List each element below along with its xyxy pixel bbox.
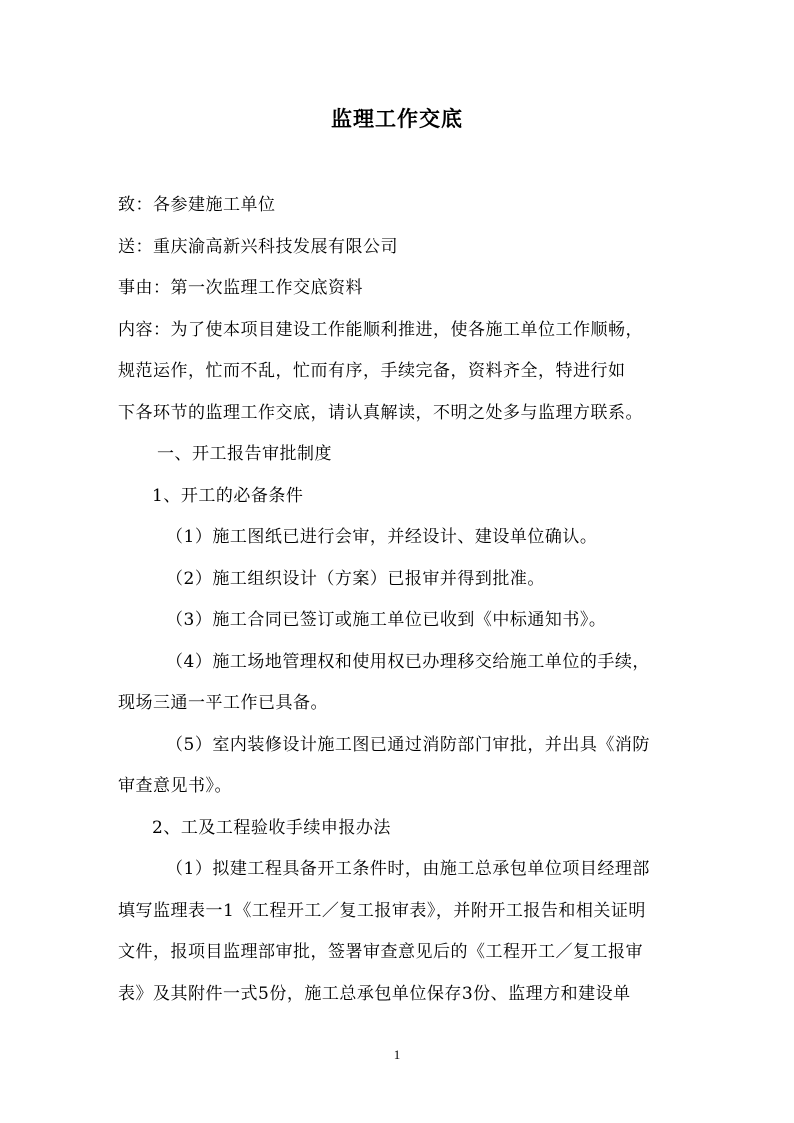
procedure-line: 文件，报项目监理部审批，签署审查意见后的《工程开工／复工报审 [118, 942, 643, 962]
condition-item: （4）施工场地管理权和使用权已办理移交给施工单位的手续， [166, 652, 650, 672]
cc-line: 送：重庆渝高新兴科技发展有限公司 [118, 237, 398, 257]
condition-item: （1）施工图纸已进行会审，并经设计、建设单位确认。 [166, 527, 598, 547]
content-line: 规范运作，忙而不乱，忙而有序，手续完备，资料齐全，特进行如 [118, 361, 626, 381]
procedure-line: 表》及其附件一式5份，施工总承包单位保存3份、监理方和建设单 [118, 984, 631, 1004]
condition-item: （5）室内装修设计施工图已通过消防部门审批，并出具《消防 [166, 735, 650, 755]
procedure-line: 填写监理表一1《工程开工／复工报审表》，并附开工报告和相关证明 [118, 901, 646, 921]
procedure-line: （1）拟建工程具备开工条件时，由施工总承包单位项目经理部 [166, 859, 650, 879]
condition-item: （2）施工组织设计（方案）已报审并得到批准。 [166, 569, 545, 589]
subject-line: 事由：第一次监理工作交底资料 [118, 278, 363, 298]
subsection-heading: 2、工及工程验收手续申报办法 [152, 818, 391, 838]
content-line: 内容：为了使本项目建设工作能顺利推进，使各施工单位工作顺畅， [118, 320, 643, 340]
condition-item-continued: 审查意见书》。 [118, 776, 232, 796]
content-line: 下各环节的监理工作交底，请认真解读，不明之处多与监理方联系。 [118, 403, 643, 423]
section-heading: 一、开工报告审批制度 [157, 444, 332, 464]
subsection-heading: 1、开工的必备条件 [152, 486, 304, 506]
document-title: 监理工作交底 [331, 106, 463, 131]
recipient-line: 致：各参建施工单位 [118, 195, 276, 215]
page-number: 1 [393, 1047, 401, 1062]
condition-item-continued: 现场三通一平工作已具备。 [118, 693, 328, 713]
condition-item: （3）施工合同已签订或施工单位已收到《中标通知书》。 [166, 610, 607, 630]
